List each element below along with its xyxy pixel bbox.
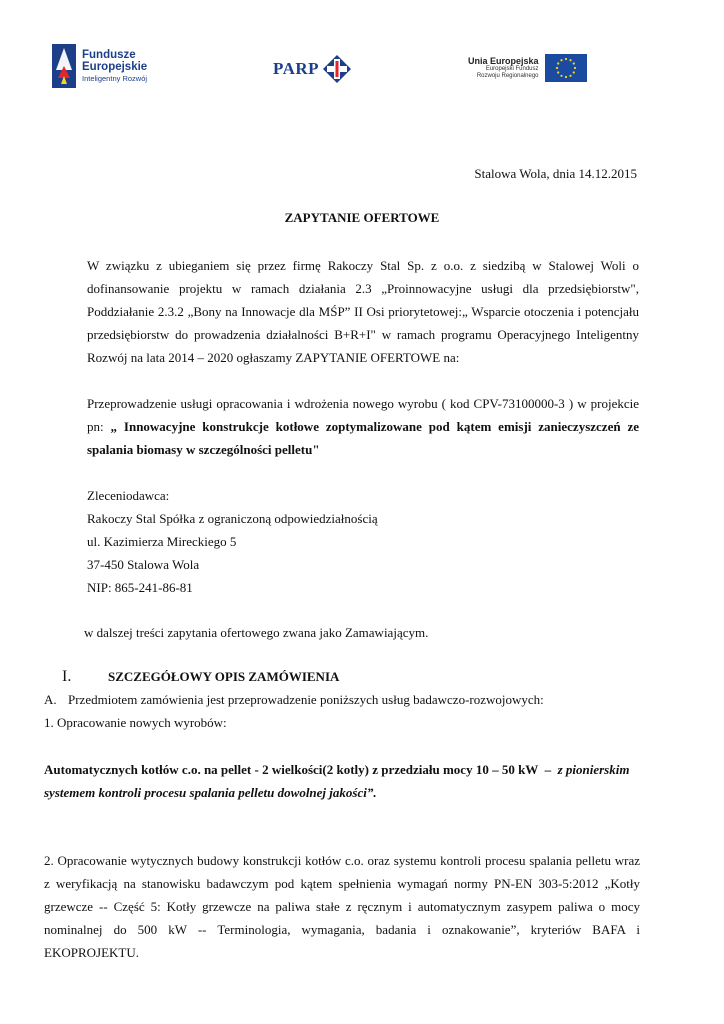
ue-logo-line2: Europejski Fundusz	[485, 66, 539, 73]
client-nip: NIP: 865-241-86-81	[87, 580, 193, 595]
service-text: Przeprowadzenie usługi opracowania i wdrożenia nowego wyrobu ( kod CPV-73100000-3 ) w projekcie pn:	[87, 396, 639, 434]
place-and-date: Stalowa Wola, dnia 14.12.2015	[474, 166, 637, 181]
section-number: I.	[62, 668, 72, 685]
document-title: ZAPYTANIE OFERTOWE	[284, 210, 440, 225]
client-block	[87, 484, 639, 599]
project-name: „ Innowacyjne konstrukcje kotłowe zoptymalizowane pod kątem emisji zanieczyszczeń ze spalania biomasy w szczególności pelletu"	[87, 419, 640, 457]
product-bold: Automatycznych kotłów c.o. na pellet - 2 wielkości(2 kotly) z przedziału mocy 10 – 50 kW	[44, 762, 539, 777]
fe-logo-line2: Europejskie	[82, 61, 148, 74]
point-a-text: Przedmiotem zamówienia jest przeprowadzenie poniższych usług badawczo-rozwojowych:	[68, 692, 544, 707]
parp-logo	[273, 54, 352, 84]
client-name: Rakoczy Stal Spółka z ograniczoną odpowiedziałnością	[87, 511, 378, 526]
fe-star-icon	[52, 44, 76, 88]
client-label: Zleceniodawca:	[87, 488, 170, 503]
unia-europejska-logo	[468, 54, 587, 82]
section-title: SZCZEGÓŁOWY OPIS ZAMÓWIENIA	[108, 669, 340, 684]
client-city: 37-450 Stalowa Wola	[87, 557, 200, 572]
item-1: 1. Opracowanie nowych wyrobów:	[44, 715, 227, 730]
product-description	[44, 758, 640, 804]
service-paragraph	[87, 392, 639, 461]
intro-paragraph: W związku z ubieganiem się przez firmę Rakoczy Stal Sp. z o.o. z siedzibą w Stalowej Woli o dofinansowanie projektu w ramach działania 2.3 „Proinnowacyjne usługi dla przedsiębiorstw", Poddziałanie 2.3.2 „Bony na Innowacje dla MŚP” II Osi priorytetowej:„ Wsparcie otoczenia i potencjału przedsiębiorstw do prowadzenia działalności B+R+I" w ramach programu Operacyjnego Inteligentny Rozwój na lata 2014 – 2020 ogłaszamy ZAPYTANIE OFERTOWE na:	[87, 258, 639, 365]
parp-diamond-icon	[322, 54, 352, 84]
product-italic-1: z pionierskim	[557, 762, 630, 777]
client-note: w dalszej treści zapytania ofertowego zwana jako Zamawiającym.	[84, 625, 429, 640]
fe-logo-line1: Fundusze	[82, 49, 136, 61]
product-separator: –	[538, 762, 558, 777]
point-a-label: A.	[44, 692, 57, 707]
eu-flag-icon	[545, 54, 587, 82]
ue-logo-line3: Rozwoju Regionalnego	[476, 72, 539, 79]
item-2: 2. Opracowanie wytycznych budowy konstrukcji kotłów c.o. oraz systemu kontroli procesu spalania pelletu wraz z weryfikacją na stanowisku badawczym pod kątem spełnienia wymagań normy PN-EN 303-5:2012 „Kotły grzewcze -- Część 5: Kotły grzewcze na paliwa stałe z ręcznym i automatycznym zasypem paliwa o mocy nominalnej do 500 kW -- Terminologia, wymagania, badania i oznakowanie”, kryteriów BAFA i EKOPROJEKTU.	[44, 853, 640, 960]
page-header	[48, 40, 608, 90]
product-italic-2: systemem kontroli procesu spalania pelletu dowolnej jakości”.	[44, 785, 377, 800]
parp-logo-text: PARP	[273, 59, 320, 78]
fe-logo-line3: Inteligentny Rozwój	[82, 74, 148, 84]
ue-logo-line1: Unia Europejska	[468, 55, 539, 66]
client-street: ul. Kazimierza Mireckiego 5	[87, 534, 237, 549]
fundusze-europejskie-logo	[52, 44, 147, 88]
